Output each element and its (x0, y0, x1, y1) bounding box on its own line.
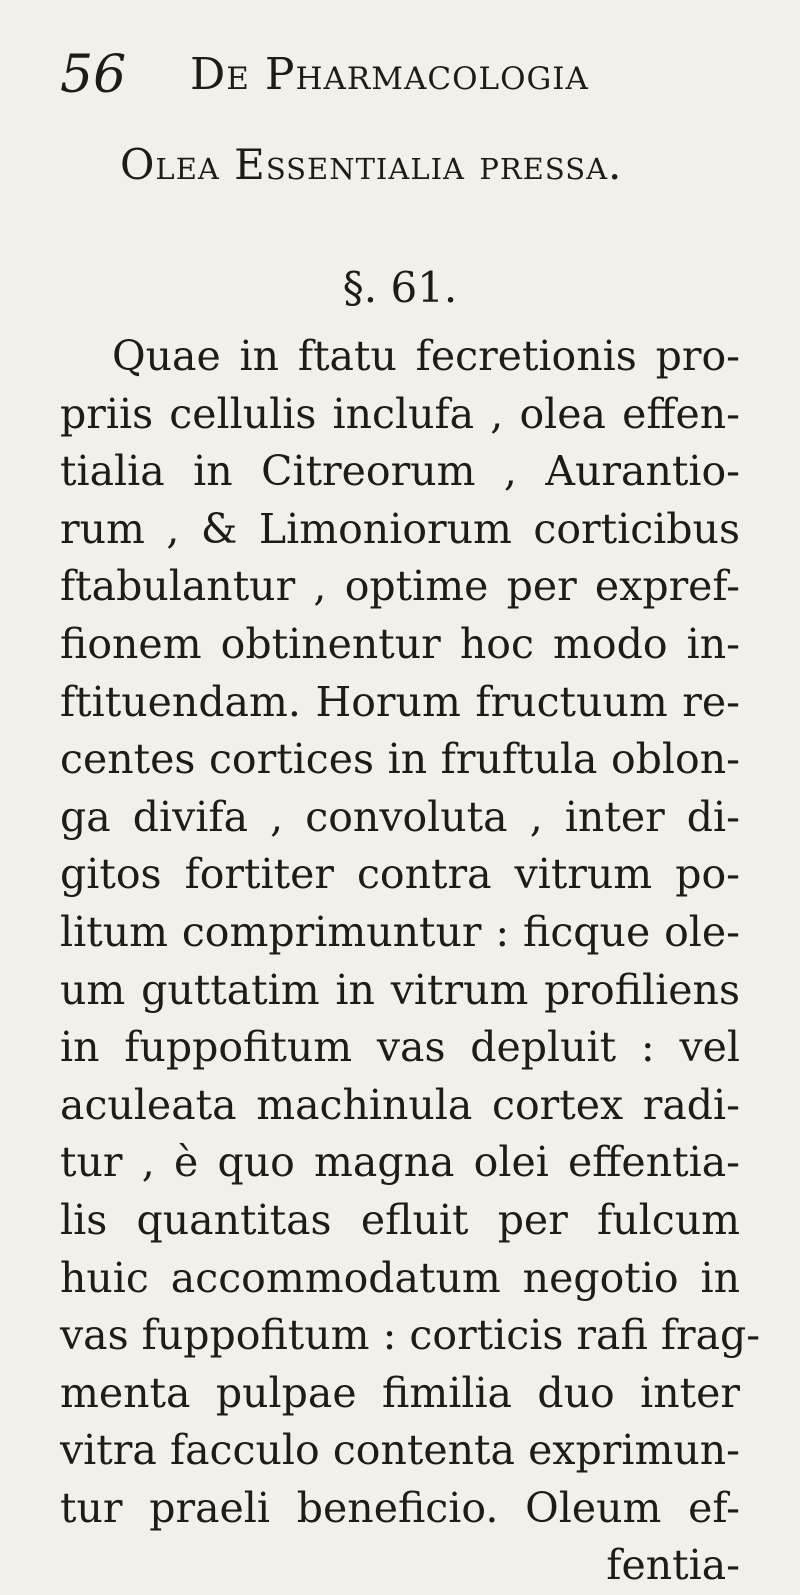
text-line: huic accommodatum negotio in (60, 1253, 740, 1302)
text-line: litum comprimuntur : ficque ole- (60, 907, 740, 956)
text-line: tialia in Citreorum , Aurantio- (60, 447, 740, 496)
running-head (60, 40, 740, 110)
text-line: gitos fortiter contra vitrum po- (60, 850, 740, 899)
text-line: rum , & Limoniorum corticibus (60, 504, 740, 553)
text-line: tur , è quo magna olei effentia- (60, 1138, 740, 1187)
body-text (60, 328, 761, 1595)
text-line: um guttatim in vitrum profiliens (60, 965, 740, 1014)
text-line: ftabulantur , optime per expref- (60, 562, 740, 611)
text-line: aculeata machinula cortex radi- (60, 1080, 740, 1129)
catchword: fentia- (606, 1541, 740, 1590)
text-line: centes cortices in fruftula oblon- (60, 735, 740, 784)
running-title: De Pharmacologia (190, 49, 589, 100)
text-line: priis cellulis inclufa , olea effen- (60, 389, 740, 438)
section-number: §. 61. (342, 263, 458, 312)
text-line: vitra facculo contenta exprimun- (60, 1426, 740, 1475)
text-line: vas fuppofitum : corticis rafi frag- (60, 1311, 761, 1360)
text-line: menta pulpae fimilia duo inter (60, 1368, 740, 1417)
text-line: fionem obtinentur hoc modo in- (60, 619, 740, 668)
text-line: lis quantitas efluit per fulcum (60, 1195, 740, 1244)
text-line: ftituendam. Horum fructuum re- (60, 677, 740, 726)
text-line: Quae in ftatu fecretionis pro- (112, 332, 740, 380)
text-line: in fuppofitum vas depluit : vel (60, 1023, 740, 1072)
text-line: tur praeli beneficio. Oleum ef- (60, 1483, 740, 1532)
page-number: 56 (60, 45, 127, 105)
section-title: Olea Essentialia pressa. (120, 140, 623, 189)
text-line: ga divifa , convoluta , inter di- (60, 792, 740, 841)
